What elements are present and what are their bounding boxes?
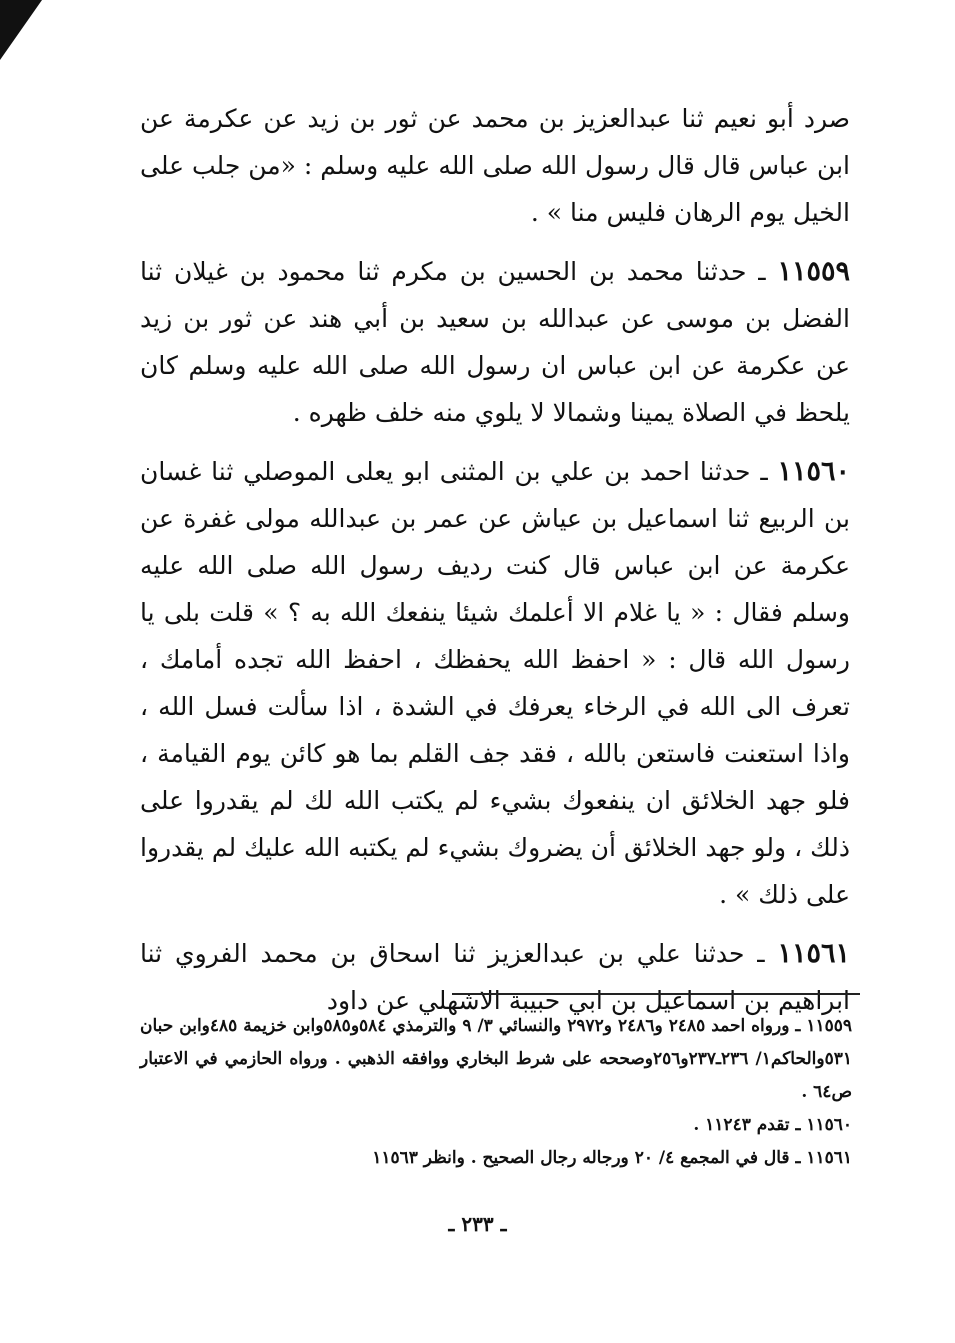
page-corner-mark: [0, 0, 42, 60]
footnote: ١١٥٦٠ ـ تقدم ١١٢٤٣ .: [693, 1115, 852, 1135]
paragraph-text: ـ حدثنا محمد بن الحسين بن مكرم ثنا محمود بن غيلان ثنا الفضل بن موسى عن عبدالله بن سعيد بن أبي هند عن ثور بن زيد عن عكرمة عن ابن عباس ان رسول الله صلى الله عليه وسلم كان يلحظ في الصلاة يمينا وشمالا لا يلوي منه خلف ظهره .: [140, 257, 850, 427]
hadith-number: ١١٥٥٩: [777, 256, 850, 287]
hadith-number: ١١٥٦٠: [777, 456, 850, 487]
footnotes: [140, 1010, 852, 1175]
paragraph-text: ـ حدثنا علي بن عبدالعزيز ثنا اسحاق بن محمد الفروي ثنا ابراهيم بن اسماعيل بن ابي حبيبة الاشهلي عن داود: [140, 939, 850, 1015]
footnote-divider: [452, 993, 860, 995]
main-text: [140, 95, 850, 1036]
hadith-number: ١١٥٦١: [777, 938, 850, 969]
footnote: ١١٥٥٩ ـ ورواه احمد ٢٤٨٥ و٢٤٨٦ و٢٩٧٢ والنسائي ٣/ ٩ والترمذي ٥٨٤و٥٨٥وابن خزيمة ٤٨٥وابن حبان ٥٣١والحاكم١/ ٢٣٦ـ٢٣٧و٢٥٦وصححه على شرط البخاري ووافقه الذهبي . ورواه الحازمي في الاعتبار ص٦٤ .: [140, 1016, 852, 1102]
paragraph-text: صرد أبو نعيم ثنا عبدالعزيز بن محمد عن ثور بن زيد عن عكرمة عن ابن عباس قال قال رسول الله صلى الله عليه وسلم : «من جلب على الخيل يوم الرهان فليس منا » .: [140, 104, 850, 227]
paragraph: [140, 95, 850, 236]
paragraph: [140, 448, 850, 918]
paragraph-text: ـ حدثنا احمد بن علي بن المثنى ابو يعلى الموصلي ثنا غسان بن الربيع ثنا اسماعيل بن عياش عن عمر بن عبدالله مولى غفرة عن عكرمة عن ابن عباس قال كنت رديف رسول الله صلى الله عليه وسلم فقال : « يا غلام الا أعلمك شيئا ينفعك الله به ؟ » قلت بلى يا رسول الله قال : « احفظ الله يحفظك ، احفظ الله تجده أمامك ، تعرف الى الله في الرخاء يعرفك في الشدة ، اذا سألت فسل الله ، واذا استعنت فاستعن بالله ، فقد جف القلم بما هو كائن يوم القيامة ، فلو جهد الخلائق ان ينفعوك بشيء لم يكتب الله لك لم يقدروا على ذلك ، ولو جهد الخلائق أن يضروك بشيء لم يكتبه الله عليك لم يقدروا على ذلك » .: [140, 457, 850, 909]
paragraph: [140, 248, 850, 436]
footnote: ١١٥٦١ ـ قال في المجمع ٤/ ٢٠ ورجاله رجال الصحيح . وانظر ١١٥٦٣: [372, 1148, 852, 1168]
page-number: ـ ٢٣٣ ـ: [448, 1212, 507, 1236]
